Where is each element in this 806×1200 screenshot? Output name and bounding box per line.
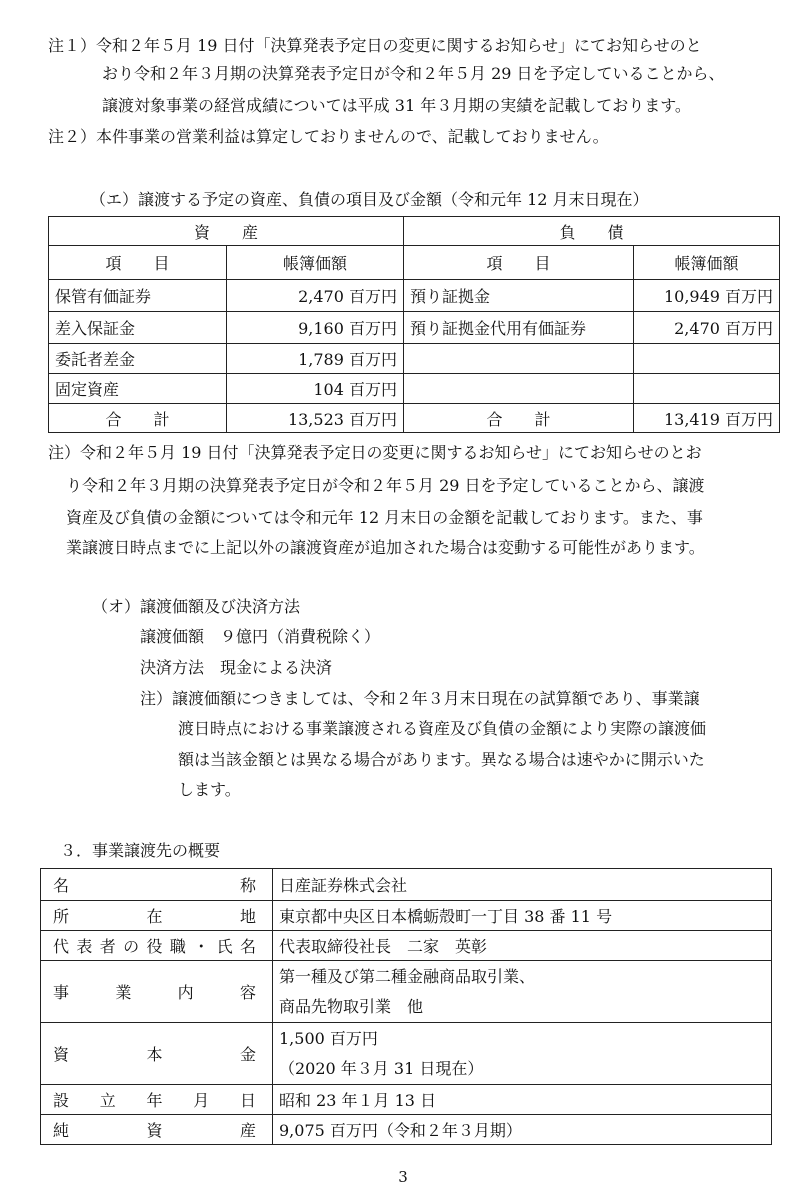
table-row (49, 374, 780, 404)
asset-item-header: 項 目 (49, 246, 227, 280)
note-2: 注２）本件事業の営業利益は算定しておりませんので、記載しておりません。 (48, 127, 609, 146)
table-row (49, 280, 780, 312)
section-o-title: （オ）譲渡価額及び決済方法 (92, 597, 301, 616)
section-o-note-line-3: 額は当該金額とは異なる場合があります。異なる場合は速やかに開示いた (178, 750, 705, 769)
asset-value: 2,470 百万円 (227, 280, 404, 312)
section-o-note-line-1: 注）譲渡価額につきましては、令和２年３月末日現在の試算額であり、事業譲 (140, 689, 700, 708)
asset-liability-table (48, 216, 780, 433)
note-1-line-3: 譲渡対象事業の経営成績については平成 31 年３月期の実績を記載しております。 (102, 96, 691, 115)
row-label: 設立年月日 (41, 1085, 273, 1115)
row-value: 9,075 百万円（令和２年３月期） (273, 1115, 772, 1145)
asset-item: 保管有価証券 (49, 280, 227, 312)
section-o-note-line-4: します。 (178, 780, 241, 799)
section-e-note-line-3: 資産及び負債の金額については令和元年 12 月末日の金額を記載しております。また、事 (66, 508, 703, 527)
section-o-note-line-2: 渡日時点における事業譲渡される資産及び負債の金額により実際の譲渡価 (178, 719, 707, 738)
table-row (41, 901, 772, 931)
row-value (273, 961, 772, 1023)
asset-value: 104 百万円 (227, 374, 404, 404)
row-value: 代表取締役社長 二家 英彰 (273, 931, 772, 961)
liability-value: 10,949 百万円 (634, 280, 780, 312)
table-row (41, 1023, 772, 1085)
asset-total: 13,523 百万円 (227, 404, 404, 433)
asset-item: 差入保証金 (49, 312, 227, 344)
value-line: 第一種及び第二種金融商品取引業、 (279, 966, 536, 986)
liabilities-header: 負 債 (404, 217, 780, 246)
section-e-note-line-4: 業譲渡日時点までに上記以外の譲渡資産が追加された場合は変動する可能性があります。 (66, 538, 705, 557)
page-number: 3 (398, 1168, 408, 1186)
liability-item: 預り証拠金代用有価証券 (404, 312, 634, 344)
transferee-overview-table (40, 868, 772, 1145)
value-line: （2020 年３月 31 日現在） (279, 1058, 484, 1078)
liability-item-header: 項 目 (404, 246, 634, 280)
asset-item: 委託者差金 (49, 344, 227, 374)
asset-book-value-header: 帳簿価額 (227, 246, 404, 280)
row-label: 名称 (41, 869, 273, 901)
note-1-line-2: おり令和２年３月期の決算発表予定日が令和２年５月 29 日を予定していることから、 (102, 64, 725, 83)
liability-value (634, 344, 780, 374)
section-e-note-line-2: り令和２年３月期の決算発表予定日が令和２年５月 29 日を予定していることから、譲渡 (66, 476, 705, 495)
row-label: 純資産 (41, 1115, 273, 1145)
note-1-line-1: 注１）令和２年５月 19 日付「決算発表予定日の変更に関するお知らせ」にてお知らせのと (48, 36, 702, 55)
liability-item (404, 374, 634, 404)
row-label: 事業内容 (41, 961, 273, 1023)
asset-total-label: 合 計 (49, 404, 227, 433)
table-row (41, 961, 772, 1023)
transfer-price: 譲渡価額 ９億円（消費税除く） (140, 627, 381, 646)
liability-total-label: 合 計 (404, 404, 634, 433)
row-label: 代表者の役職・氏名 (41, 931, 273, 961)
value-line: 商品先物取引業 他 (279, 996, 424, 1016)
row-value (273, 1023, 772, 1085)
row-value: 日産証券株式会社 (273, 869, 772, 901)
value-line: 1,500 百万円 (279, 1028, 378, 1048)
liability-item: 預り証拠金 (404, 280, 634, 312)
liability-value: 2,470 百万円 (634, 312, 780, 344)
liability-item (404, 344, 634, 374)
table-row (41, 869, 772, 901)
row-label: 資本金 (41, 1023, 273, 1085)
table-row (49, 344, 780, 374)
liability-value (634, 374, 780, 404)
table-row (41, 1115, 772, 1145)
row-value: 東京都中央区日本橋蛎殻町一丁目 38 番 11 号 (273, 901, 772, 931)
row-label: 所在地 (41, 901, 273, 931)
liability-total: 13,419 百万円 (634, 404, 780, 433)
asset-item: 固定資産 (49, 374, 227, 404)
settlement-method: 決済方法 現金による決済 (140, 658, 333, 677)
assets-header: 資 産 (49, 217, 404, 246)
section-e-note-line-1: 注）令和２年５月 19 日付「決算発表予定日の変更に関するお知らせ」にてお知らせのとお (48, 443, 702, 462)
section-e-title: （エ）譲渡する予定の資産、負債の項目及び金額（令和元年 12 月末日現在） (90, 190, 649, 209)
asset-value: 1,789 百万円 (227, 344, 404, 374)
liability-book-value-header: 帳簿価額 (634, 246, 780, 280)
table-row (49, 312, 780, 344)
asset-value: 9,160 百万円 (227, 312, 404, 344)
table-row (41, 1085, 772, 1115)
total-row (49, 404, 780, 433)
row-value: 昭和 23 年１月 13 日 (273, 1085, 772, 1115)
table-row (41, 931, 772, 961)
section-3-title: ３．事業譲渡先の概要 (60, 841, 221, 860)
